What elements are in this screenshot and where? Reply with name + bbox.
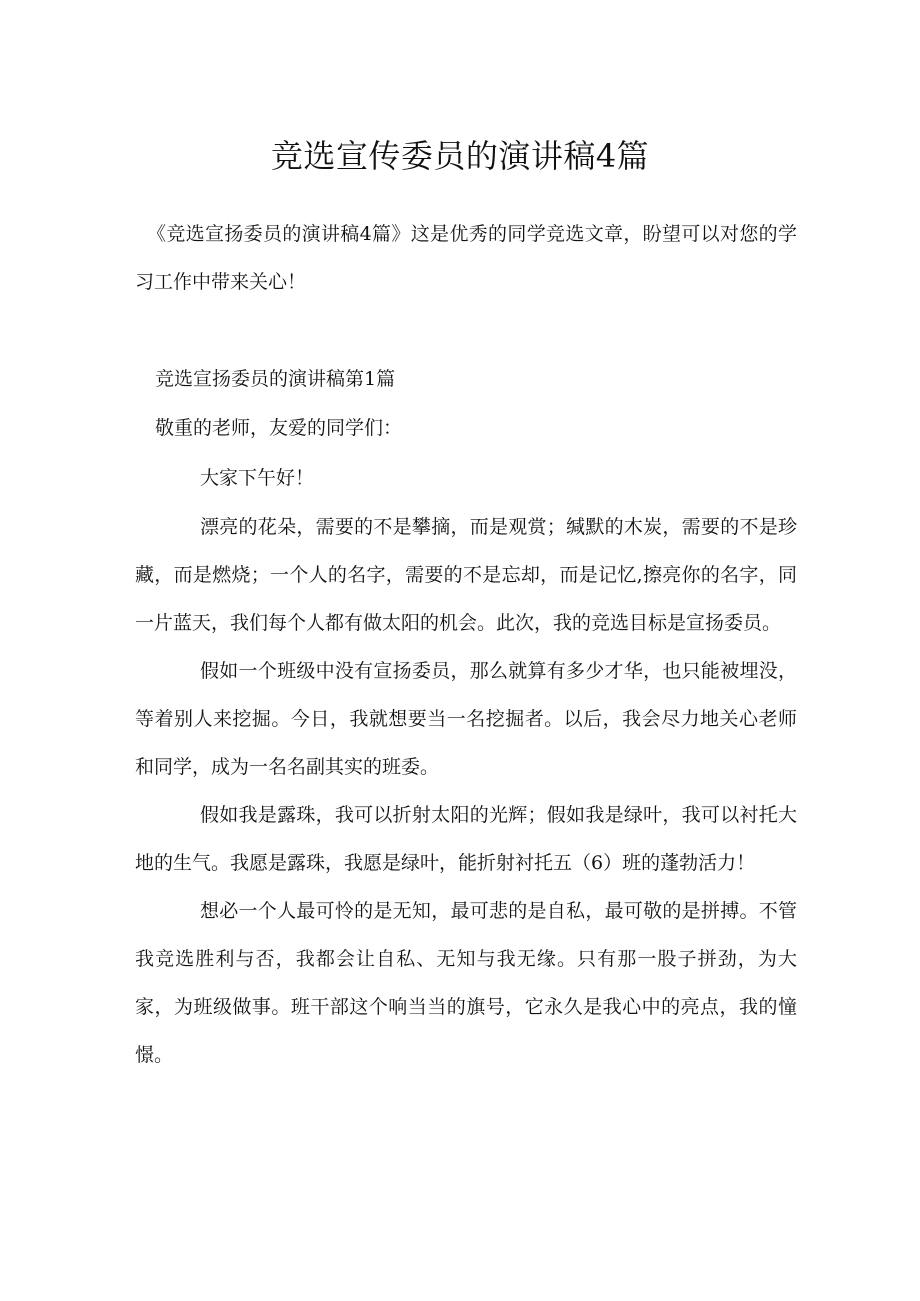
body-paragraph: 漂亮的花朵，需要的不是攀摘，而是观赏；缄默的木炭，需要的不是珍藏，而是燃烧；一个人的名字，需要的不是忘却，而是记忆,擦亮你的名字，同一片蓝天，我们每个人都有做太阳的机会。此次，我的竞选目标是宣扬委员。 — [135, 516, 797, 634]
body-paragraph: 假如我是露珠，我可以折射太阳的光辉；假如我是绿叶，我可以衬托大地的生气。我愿是露珠，我愿是绿叶，能折射衬托五（6）班的蓬勃活力！ — [135, 804, 797, 874]
body-paragraph: 大家下午好！ — [200, 467, 315, 489]
intro-paragraph: 《竞选宣扬委员的演讲稿4篇》这是优秀的同学竞选文章，盼望可以对您的学习工作中带来关心！ — [135, 223, 797, 293]
body-paragraph: 想必一个人最可怜的是无知，最可悲的是自私，最可敬的是拼搏。不管我竞选胜利与否，我都会让自私、无知与我无缘。只有那一股子拼劲，为大家，为班级做事。班干部这个响当当的旗号，它永久是我心中的亮点，我的憧憬。 — [135, 900, 797, 1066]
body-paragraph: 假如一个班级中没有宣扬委员，那么就算有多少才华，也只能被埋没，等着别人来挖掘。今日，我就想要当一名挖掘者。以后，我会尽力地关心老师和同学，成为一名名副其实的班委。 — [135, 660, 797, 778]
greeting-line: 敬重的老师，友爱的同学们： — [155, 417, 403, 439]
speech-body — [135, 455, 797, 1079]
section-heading: 竞选宣扬委员的演讲稿第1篇 — [155, 368, 396, 390]
document-title: 竞选宣传委员的演讲稿4篇 — [270, 137, 650, 175]
